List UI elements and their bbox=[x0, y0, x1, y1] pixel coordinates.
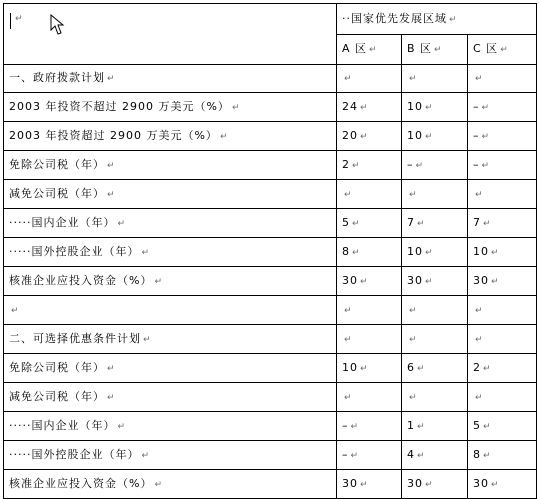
paragraph-mark: ↵ bbox=[107, 160, 115, 171]
paragraph-mark: ↵ bbox=[475, 334, 483, 345]
table-row bbox=[4, 267, 537, 296]
cell-text: 1 bbox=[407, 418, 415, 432]
paragraph-mark: ↵ bbox=[141, 247, 150, 258]
row-label-cell[interactable] bbox=[4, 441, 337, 470]
paragraph-mark: ↵ bbox=[409, 189, 417, 200]
row-value-cell[interactable] bbox=[468, 441, 537, 470]
paragraph-mark: ↵ bbox=[15, 14, 23, 24]
row-value-cell[interactable] bbox=[337, 383, 402, 412]
cell-text: 20 bbox=[342, 128, 358, 142]
table-row bbox=[4, 383, 537, 412]
cell-text: 6 bbox=[407, 360, 415, 374]
table-row bbox=[4, 238, 537, 267]
region-title: ··国家优先发展区域 bbox=[342, 11, 447, 25]
paragraph-mark: ↵ bbox=[481, 131, 490, 142]
cell-text: 30 bbox=[473, 273, 489, 287]
row-label-cell[interactable] bbox=[4, 122, 337, 151]
table-row bbox=[4, 296, 537, 325]
table-row bbox=[4, 151, 537, 180]
paragraph-mark: ↵ bbox=[344, 189, 352, 200]
table-body bbox=[4, 4, 537, 499]
paragraph-mark: ↵ bbox=[141, 450, 150, 461]
table-row bbox=[4, 354, 537, 383]
cell-text: 减免公司税（年） bbox=[9, 186, 105, 200]
paragraph-mark: ↵ bbox=[417, 218, 425, 229]
header-row-region bbox=[4, 4, 537, 35]
paragraph-mark: ↵ bbox=[417, 363, 425, 374]
row-label-cell[interactable] bbox=[4, 383, 337, 412]
paragraph-mark: ↵ bbox=[344, 74, 352, 84]
paragraph-mark: ↵ bbox=[409, 74, 417, 84]
row-value-cell[interactable] bbox=[468, 325, 537, 354]
paragraph-mark: ↵ bbox=[425, 276, 433, 287]
cell-text: 二、可选择优惠条件计划 bbox=[9, 331, 141, 345]
row-value-cell[interactable] bbox=[402, 267, 468, 296]
cell-text: 核准企业应投入资金（%） bbox=[9, 476, 153, 490]
paragraph-mark: ↵ bbox=[491, 276, 499, 287]
row-value-cell[interactable] bbox=[402, 122, 468, 151]
region-header-cell[interactable] bbox=[337, 4, 537, 35]
row-value-cell[interactable] bbox=[402, 325, 468, 354]
cell-text: 核准企业应投入资金（%） bbox=[9, 273, 153, 287]
row-value-cell[interactable] bbox=[337, 354, 402, 383]
paragraph-mark: ↵ bbox=[409, 305, 417, 316]
cell-text: – bbox=[473, 157, 480, 171]
row-value-cell[interactable] bbox=[468, 470, 537, 499]
cell-text: 5 bbox=[342, 215, 350, 229]
row-value-cell[interactable] bbox=[468, 412, 537, 441]
table-row bbox=[4, 122, 537, 151]
row-value-cell[interactable] bbox=[337, 325, 402, 354]
table-row bbox=[4, 325, 537, 354]
cell-text: 2003 年投资不超过 2900 万美元（%） bbox=[9, 99, 230, 113]
cell-text: – bbox=[473, 128, 480, 142]
cell-text: 一、政府拨款计划 bbox=[9, 71, 105, 84]
cell-text: 2003 年投资超过 2900 万美元（%） bbox=[9, 128, 218, 142]
mouse-pointer-icon bbox=[50, 14, 66, 36]
paragraph-mark: ↵ bbox=[409, 334, 417, 345]
row-value-cell[interactable] bbox=[468, 354, 537, 383]
paragraph-mark: ↵ bbox=[415, 160, 424, 171]
paragraph-mark: ↵ bbox=[369, 45, 377, 55]
column-label: C 区 bbox=[473, 42, 499, 55]
row-value-cell[interactable] bbox=[468, 238, 537, 267]
row-value-cell[interactable] bbox=[402, 383, 468, 412]
column-label: B 区 bbox=[407, 42, 433, 55]
cell-text: ·····国外控股企业（年） bbox=[9, 447, 140, 461]
paragraph-mark: ↵ bbox=[231, 102, 240, 113]
cell-text: 10 bbox=[473, 244, 489, 258]
cell-text: 7 bbox=[473, 215, 481, 229]
paragraph-mark: ↵ bbox=[344, 305, 352, 316]
paragraph-mark: ↵ bbox=[434, 45, 442, 55]
cell-text: 5 bbox=[473, 418, 481, 432]
row-value-cell[interactable] bbox=[402, 65, 468, 93]
row-value-cell[interactable] bbox=[468, 122, 537, 151]
cell-text: 10 bbox=[342, 360, 358, 374]
paragraph-mark: ↵ bbox=[154, 479, 162, 490]
paragraph-mark: ↵ bbox=[154, 276, 162, 287]
paragraph-mark: ↵ bbox=[360, 131, 368, 142]
column-header-b[interactable] bbox=[402, 35, 468, 65]
row-value-cell[interactable] bbox=[468, 65, 537, 93]
paragraph-mark: ↵ bbox=[344, 334, 352, 345]
row-value-cell[interactable] bbox=[468, 93, 537, 122]
table-row bbox=[4, 412, 537, 441]
cell-text: 4 bbox=[407, 447, 415, 461]
cell-text: 30 bbox=[473, 476, 489, 490]
paragraph-mark: ↵ bbox=[107, 392, 115, 403]
row-label-cell[interactable] bbox=[4, 209, 337, 238]
cell-text: ·····国内企业（年） bbox=[9, 418, 116, 432]
row-value-cell[interactable] bbox=[402, 151, 468, 180]
cell-text: 10 bbox=[407, 128, 423, 142]
table-row bbox=[4, 180, 537, 209]
cell-text: 免除公司税（年） bbox=[9, 360, 105, 374]
policy-table bbox=[3, 3, 537, 499]
cell-text: 30 bbox=[342, 273, 358, 287]
paragraph-mark: ↵ bbox=[117, 421, 126, 432]
table-row bbox=[4, 470, 537, 499]
row-label-cell[interactable] bbox=[4, 354, 337, 383]
paragraph-mark: ↵ bbox=[481, 102, 490, 113]
paragraph-mark: ↵ bbox=[425, 247, 433, 258]
row-value-cell[interactable] bbox=[337, 470, 402, 499]
paragraph-mark: ↵ bbox=[425, 479, 433, 490]
paragraph-mark: ↵ bbox=[107, 363, 115, 374]
row-label-cell[interactable] bbox=[4, 93, 337, 122]
paragraph-mark: ↵ bbox=[352, 247, 360, 258]
cell-text: – bbox=[342, 447, 349, 461]
row-label-cell[interactable] bbox=[4, 470, 337, 499]
row-value-cell[interactable] bbox=[402, 441, 468, 470]
row-value-cell[interactable] bbox=[337, 151, 402, 180]
cell-text: 7 bbox=[407, 215, 415, 229]
cell-text: – bbox=[473, 99, 480, 113]
text-cursor bbox=[10, 13, 11, 29]
paragraph-mark: ↵ bbox=[417, 450, 425, 461]
row-label-cell[interactable] bbox=[4, 325, 337, 354]
row-label-cell[interactable] bbox=[4, 65, 337, 93]
paragraph-mark: ↵ bbox=[483, 363, 491, 374]
row-value-cell[interactable] bbox=[468, 180, 537, 209]
cell-text: 2 bbox=[342, 157, 350, 171]
row-value-cell[interactable] bbox=[402, 354, 468, 383]
cell-text: 8 bbox=[473, 447, 481, 461]
row-label-cell[interactable] bbox=[4, 151, 337, 180]
paragraph-mark: ↵ bbox=[483, 450, 491, 461]
row-value-cell[interactable] bbox=[337, 93, 402, 122]
row-value-cell[interactable] bbox=[337, 441, 402, 470]
row-value-cell[interactable] bbox=[402, 412, 468, 441]
row-value-cell[interactable] bbox=[468, 383, 537, 412]
cell-text: 30 bbox=[342, 476, 358, 490]
cell-text: ·····国外控股企业（年） bbox=[9, 244, 140, 258]
paragraph-mark: ↵ bbox=[425, 102, 433, 113]
row-value-cell[interactable] bbox=[402, 470, 468, 499]
row-label-cell[interactable] bbox=[4, 412, 337, 441]
corner-cell[interactable] bbox=[4, 4, 337, 65]
paragraph-mark: ↵ bbox=[409, 392, 417, 403]
paragraph-mark: ↵ bbox=[352, 160, 360, 171]
paragraph-mark: ↵ bbox=[360, 479, 368, 490]
table-row bbox=[4, 209, 537, 238]
paragraph-mark: ↵ bbox=[500, 45, 508, 55]
paragraph-mark: ↵ bbox=[350, 450, 359, 461]
table-row bbox=[4, 65, 537, 93]
row-value-cell[interactable] bbox=[402, 209, 468, 238]
cell-text: 30 bbox=[407, 273, 423, 287]
paragraph-mark: ↵ bbox=[475, 74, 483, 84]
row-label-cell[interactable] bbox=[4, 180, 337, 209]
row-label-cell[interactable] bbox=[4, 296, 337, 325]
row-value-cell[interactable] bbox=[337, 296, 402, 325]
paragraph-mark: ↵ bbox=[491, 247, 499, 258]
paragraph-mark: ↵ bbox=[475, 305, 483, 316]
cell-text: ·····国内企业（年） bbox=[9, 215, 116, 229]
paragraph-mark: ↵ bbox=[219, 131, 228, 142]
table-row bbox=[4, 93, 537, 122]
row-value-cell[interactable] bbox=[337, 180, 402, 209]
paragraph-mark: ↵ bbox=[481, 160, 490, 171]
cell-text: 10 bbox=[407, 99, 423, 113]
paragraph-mark: ↵ bbox=[483, 421, 491, 432]
cell-text: – bbox=[407, 157, 414, 171]
paragraph-mark: ↵ bbox=[360, 276, 368, 287]
row-value-cell[interactable] bbox=[468, 151, 537, 180]
cell-text: 免除公司税（年） bbox=[9, 157, 105, 171]
cell-text: – bbox=[342, 418, 349, 432]
row-value-cell[interactable] bbox=[402, 180, 468, 209]
row-value-cell[interactable] bbox=[337, 122, 402, 151]
row-value-cell[interactable] bbox=[402, 93, 468, 122]
paragraph-mark: ↵ bbox=[360, 363, 368, 374]
paragraph-mark: ↵ bbox=[350, 421, 359, 432]
paragraph-mark: ↵ bbox=[117, 218, 126, 229]
paragraph-mark: ↵ bbox=[344, 392, 352, 403]
column-header-c[interactable] bbox=[468, 35, 537, 65]
cell-text: 30 bbox=[407, 476, 423, 490]
row-value-cell[interactable] bbox=[337, 238, 402, 267]
cell-text: 8 bbox=[342, 244, 350, 258]
paragraph-mark: ↵ bbox=[11, 305, 19, 316]
paragraph-mark: ↵ bbox=[483, 218, 491, 229]
column-header-a[interactable] bbox=[337, 35, 402, 65]
row-label-cell[interactable] bbox=[4, 238, 337, 267]
paragraph-mark: ↵ bbox=[475, 392, 483, 403]
paragraph-mark: ↵ bbox=[352, 218, 360, 229]
row-label-cell[interactable] bbox=[4, 267, 337, 296]
row-value-cell[interactable] bbox=[337, 65, 402, 93]
paragraph-mark: ↵ bbox=[417, 421, 425, 432]
cell-text: 24 bbox=[342, 99, 358, 113]
row-value-cell[interactable] bbox=[402, 296, 468, 325]
table-row bbox=[4, 441, 537, 470]
column-label: A 区 bbox=[342, 42, 368, 55]
row-value-cell[interactable] bbox=[337, 209, 402, 238]
row-value-cell[interactable] bbox=[468, 296, 537, 325]
paragraph-mark: ↵ bbox=[107, 189, 115, 200]
paragraph-mark: ↵ bbox=[425, 131, 433, 142]
row-value-cell[interactable] bbox=[337, 267, 402, 296]
paragraph-mark: ↵ bbox=[360, 102, 368, 113]
row-value-cell[interactable] bbox=[468, 267, 537, 296]
paragraph-mark: ↵ bbox=[475, 189, 483, 200]
row-value-cell[interactable] bbox=[468, 209, 537, 238]
cell-text: 10 bbox=[407, 244, 423, 258]
row-value-cell[interactable] bbox=[337, 412, 402, 441]
paragraph-mark: ↵ bbox=[491, 479, 499, 490]
paragraph-mark: ↵ bbox=[449, 14, 457, 25]
paragraph-mark: ↵ bbox=[143, 334, 151, 345]
cell-text: 减免公司税（年） bbox=[9, 389, 105, 403]
row-value-cell[interactable] bbox=[402, 238, 468, 267]
cell-text: 2 bbox=[473, 360, 481, 374]
paragraph-mark: ↵ bbox=[107, 74, 115, 84]
